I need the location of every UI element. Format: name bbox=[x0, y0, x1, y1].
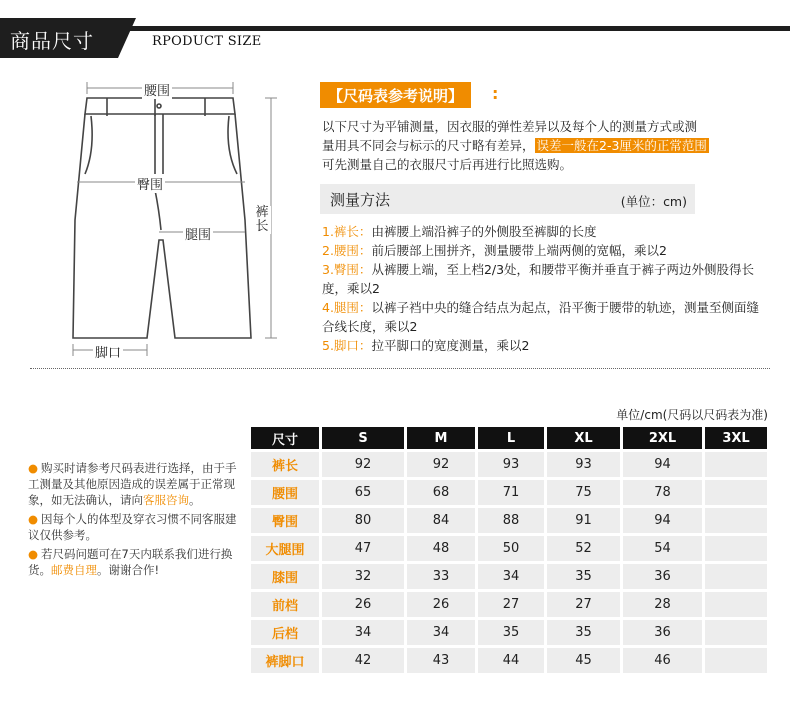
method-item bbox=[322, 241, 762, 260]
table-cell: 80 bbox=[322, 508, 404, 533]
customer-service-link[interactable]: 客服咨询 bbox=[143, 493, 189, 507]
table-cell: 35 bbox=[547, 564, 620, 589]
method-item-key: 4.腿围： bbox=[322, 300, 372, 315]
table-cell: 35 bbox=[478, 620, 544, 645]
dotted-divider bbox=[30, 368, 770, 369]
table-cell: 75 bbox=[547, 480, 620, 505]
col-header: 2XL bbox=[623, 427, 702, 449]
col-header: M bbox=[407, 427, 475, 449]
method-item-text: 以裤子裆中央的缝合结点为起点，沿平衡于腰带的轨迹，测量至侧面缝合线长度，乘以2 bbox=[322, 300, 759, 334]
method-item-key: 1.裤长： bbox=[322, 224, 372, 239]
note-line-1: 以下尺寸为平铺测量，因衣服的弹性差异以及每个人的测量方式或测 bbox=[322, 119, 698, 134]
table-cell bbox=[705, 480, 767, 505]
table-cell: 88 bbox=[478, 508, 544, 533]
method-unit: (单位：cm) bbox=[620, 194, 687, 209]
table-row bbox=[251, 452, 767, 477]
table-cell: 48 bbox=[407, 536, 475, 561]
table-cell: 91 bbox=[547, 508, 620, 533]
purchase-notes bbox=[28, 460, 238, 581]
row-label: 前档 bbox=[251, 592, 319, 617]
bullet-icon: ● bbox=[28, 547, 39, 561]
shorts-diagram bbox=[55, 70, 295, 365]
table-cell: 71 bbox=[478, 480, 544, 505]
table-cell bbox=[705, 620, 767, 645]
section-subtitle: RPODUCT SIZE bbox=[152, 34, 262, 49]
table-cell: 52 bbox=[547, 536, 620, 561]
table-cell: 50 bbox=[478, 536, 544, 561]
method-item bbox=[322, 298, 762, 336]
table-cell: 36 bbox=[623, 620, 702, 645]
table-cell: 44 bbox=[478, 648, 544, 673]
size-note-title: 【尺码表参考说明】 bbox=[320, 82, 471, 108]
table-cell: 28 bbox=[623, 592, 702, 617]
section-header bbox=[0, 18, 790, 58]
table-cell: 26 bbox=[407, 592, 475, 617]
method-item-text: 由裤腰上端沿裤子的外侧股至裤脚的长度 bbox=[371, 224, 597, 239]
method-item-key: 3.臀围： bbox=[322, 262, 372, 277]
table-cell: 92 bbox=[322, 452, 404, 477]
note-text: 购买时请参考尺码表进行选择，由于手工测量及其他原因造成的误差属于正常现象，如无法确认，请向 bbox=[28, 461, 237, 507]
purchase-note-2 bbox=[28, 511, 238, 543]
note-text: 若尺码问题可在7天内联系我们进行换货。 bbox=[28, 547, 233, 577]
row-label: 大腿围 bbox=[251, 536, 319, 561]
table-row bbox=[251, 480, 767, 505]
method-item-text: 前后腰部上围拼齐，测量腰带上端两侧的宽幅，乘以2 bbox=[371, 243, 667, 258]
col-header: L bbox=[478, 427, 544, 449]
note-line-2 bbox=[322, 136, 742, 155]
table-cell: 92 bbox=[407, 452, 475, 477]
method-item bbox=[322, 222, 762, 241]
label-thigh: 腿围 bbox=[183, 224, 213, 243]
method-bar bbox=[320, 184, 695, 214]
bullet-icon: ● bbox=[28, 512, 39, 526]
table-cell: 35 bbox=[547, 620, 620, 645]
method-item bbox=[322, 336, 762, 355]
table-cell: 34 bbox=[478, 564, 544, 589]
table-row bbox=[251, 536, 767, 561]
row-label: 后档 bbox=[251, 620, 319, 645]
table-header-row bbox=[251, 427, 767, 449]
purchase-note-1 bbox=[28, 460, 238, 508]
table-cell: 42 bbox=[322, 648, 404, 673]
table-cell: 34 bbox=[407, 620, 475, 645]
table-cell: 93 bbox=[547, 452, 620, 477]
size-table bbox=[248, 424, 770, 676]
size-table-body bbox=[251, 452, 767, 673]
table-cell: 26 bbox=[322, 592, 404, 617]
table-cell: 46 bbox=[623, 648, 702, 673]
method-item-key: 5.脚口： bbox=[322, 338, 372, 353]
table-cell: 36 bbox=[623, 564, 702, 589]
shipping-fee-note: 邮费自理 bbox=[51, 563, 97, 577]
label-waist: 腰围 bbox=[142, 80, 172, 99]
table-unit-note: 单位/cm(尺码以尺码表为准) bbox=[616, 408, 768, 422]
table-row bbox=[251, 592, 767, 617]
table-cell: 33 bbox=[407, 564, 475, 589]
header-rule bbox=[120, 26, 790, 31]
col-header: S bbox=[322, 427, 404, 449]
note-line-2a: 量用具不同会与标示的尺寸略有差异， bbox=[322, 138, 535, 153]
method-item-text: 从裤腰上端，至上档2/3处，和腰带平衡并垂直于裤子两边外侧股得长度，乘以2 bbox=[322, 262, 755, 296]
table-cell: 93 bbox=[478, 452, 544, 477]
table-cell: 78 bbox=[623, 480, 702, 505]
table-cell bbox=[705, 564, 767, 589]
size-note-colon: : bbox=[492, 84, 499, 103]
table-cell: 47 bbox=[322, 536, 404, 561]
table-row bbox=[251, 620, 767, 645]
table-cell: 54 bbox=[623, 536, 702, 561]
table-cell: 43 bbox=[407, 648, 475, 673]
table-cell bbox=[705, 452, 767, 477]
table-cell bbox=[705, 508, 767, 533]
table-cell: 65 bbox=[322, 480, 404, 505]
col-header: 3XL bbox=[705, 427, 767, 449]
note-text: 因每个人的体型及穿衣习惯不同客服建议仅供参考。 bbox=[28, 512, 237, 542]
row-label: 裤长 bbox=[251, 452, 319, 477]
table-cell: 32 bbox=[322, 564, 404, 589]
row-label: 臀围 bbox=[251, 508, 319, 533]
method-list bbox=[322, 222, 762, 355]
table-cell bbox=[705, 592, 767, 617]
note-text-end: 。谢谢合作! bbox=[97, 563, 160, 577]
row-label: 腰围 bbox=[251, 480, 319, 505]
label-hem: 脚口 bbox=[93, 342, 123, 361]
table-cell: 27 bbox=[478, 592, 544, 617]
purchase-note-3 bbox=[28, 546, 238, 578]
table-row bbox=[251, 508, 767, 533]
table-cell bbox=[705, 648, 767, 673]
table-cell: 94 bbox=[623, 508, 702, 533]
row-label: 膝围 bbox=[251, 564, 319, 589]
bullet-icon: ● bbox=[28, 461, 39, 475]
method-item-text: 拉平脚口的宽度测量，乘以2 bbox=[371, 338, 530, 353]
label-length: 裤长 bbox=[253, 206, 271, 234]
size-note-text bbox=[322, 117, 742, 174]
table-cell: 45 bbox=[547, 648, 620, 673]
note-text-end: 。 bbox=[189, 493, 201, 507]
table-cell: 27 bbox=[547, 592, 620, 617]
note-highlight: 误差一般在2-3厘米的正常范围 bbox=[536, 138, 707, 153]
col-header: 尺寸 bbox=[251, 427, 319, 449]
header-tab bbox=[0, 18, 118, 58]
section-title: 商品尺寸 bbox=[10, 29, 94, 53]
row-label: 裤脚口 bbox=[251, 648, 319, 673]
note-line-3: 可先测量自己的衣服尺寸后再进行比照选购。 bbox=[322, 157, 573, 172]
table-cell: 68 bbox=[407, 480, 475, 505]
table-cell: 84 bbox=[407, 508, 475, 533]
method-title: 测量方法 bbox=[330, 191, 391, 209]
label-hip: 臀围 bbox=[135, 174, 165, 193]
method-item-key: 2.腰围： bbox=[322, 243, 372, 258]
table-row bbox=[251, 648, 767, 673]
table-row bbox=[251, 564, 767, 589]
table-cell: 34 bbox=[322, 620, 404, 645]
table-cell: 94 bbox=[623, 452, 702, 477]
method-item bbox=[322, 260, 762, 298]
table-cell bbox=[705, 536, 767, 561]
col-header: XL bbox=[547, 427, 620, 449]
